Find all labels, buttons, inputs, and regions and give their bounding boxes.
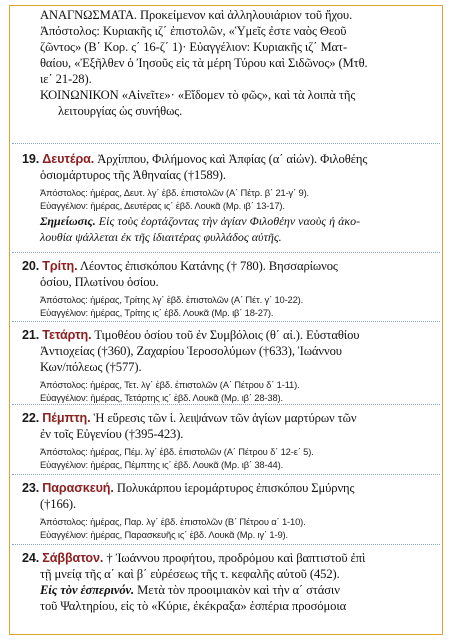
separator [12,544,440,545]
entry-23: 23. Παρασκευή. Πολυκάρπου ἱερομάρτυρος ἐπισκόπου Σμύρνης (†166). Ἀπόστολος: ἡμέρας, Παρ. λγ΄ ἑβδ. ἐπιστολῶν (Β΄ Πέτρου α΄ 1-10). Εὐαγγέλιον: ἡμέρας, Παρασκευῆς ις΄ ἑβδ. Λουκᾶ (Μρ. ιγ΄ 1-9). [22,481,355,540]
separator [12,252,440,253]
separator [12,321,440,322]
separator [12,404,440,405]
entry-21: 21. Τετάρτη. Τιμοθέου ὁσίου τοῦ ἐν Συμβόλοις (θ΄ αἰ.). Εὐσταθίου Ἀντιοχείας (†360), Ζαχαρίου Ἱεροσολύμων (†633), Ἰωάννου Κων/πόλεως (†577). Ἀπόστολος: ἡμέρας, Τετ. λγ΄ ἑβδ. ἐπιστολῶν (Α΄ Πέτρου δ΄ 1-11). Εὐαγγέλιον: ἡμέρας, Τετάρτης ις΄ ἑβδ. Λουκᾶ (Μρ. ιβ΄ 28-38). [22,328,360,403]
readings-line: λειτουργίας ὡς συνήθως. [58,104,183,118]
separator [12,474,440,475]
entry-22: 22. Πέμπτη. Ἡ εὕρεσις τῶν ἱ. λειψάνων τῶν ἁγίων μαρτύρων τῶν ἐν τοῖς Εὐγενίου (†395-423). Ἀπόστολος: ἡμέρας, Πέμ. λγ΄ ἑβδ. ἐπιστολῶν (Α΄ Πέτρου δ΄ 12-ε΄ 5). Εὐαγγέλιον: ἡμέρας, Πέμπτης ις΄ ἑβδ. Λουκᾶ (Μρ. ιβ΄ 38-44). [22,411,357,470]
entry-19: 19. Δευτέρα. Ἀρχίππου, Φιλήμονος καὶ Ἀπφίας (α΄ αἰών). Φιλοθέης ὁσιομάρτυρος τῆς Ἀθηναίας (†1589). Ἀπόστολος: ἡμέρας, Δευτ. λγ΄ ἑβδ. ἐπιστολῶν (Α΄ Πέτρ. β΄ 21-γ΄ 9). Εὐαγγέλιον: ἡμέρας, Δευτέρας ις΄ ἑβδ. Λουκᾶ (Μρ. ιβ΄ 13-17). Σημείωσις. Εἰς τοὺς ἑορτάζοντας τὴν ἁγίαν Φιλοθέην ναοὺς ἡ ἀκο- λουθία ψάλλεται ἐκ τῆς ἰδιαιτέρας φυλλάδος αὐτῆς. [22,152,368,244]
readings-line: Ἀπόστολος: Κυριακῆς ιζ΄ ἐπιστολῶν, «Ὑμεῖς ἐστε ναὸς Θεοῦ [40,24,347,38]
readings-line: ιε΄ 21-28). [40,72,92,86]
readings-line: ζῶντος» (Β΄ Κορ. ς΄ 16-ζ΄ 1)· Εὐαγγέλιον: Κυριακῆς ιζ΄ Ματ- [40,40,348,54]
entry-24: 24. Σάββατον. † Ἰωάννου προφήτου, προδρόμου καὶ βαπτιστοῦ ἐπὶ τῇ μνείᾳ τῆς α΄ καὶ β΄ εὑρέσεως τῆς τ. κεφαλῆς αὐτοῦ (452). Εἰς τὸν ἑσπερινόν. Μετὰ τὸν προοιμιακὸν καὶ τὴν α΄ στάσιν τοῦ Ψαλτηρίου, εἰς τὸ «Κύριε, ἐκέκραξα» ἑσπέρια προσόμοια [22,551,366,613]
entry-20: 20. Τρίτη. Λέοντος ἐπισκόπου Κατάνης († 780). Βησσαρίωνος ὁσίου, Πλωτίνου ὁσίου. Ἀπόστολος: ἡμέρας, Τρίτης λγ΄ ἑβδ. ἐπιστολῶν (Α΄ Πέτ. γ΄ 10-22). Εὐαγγέλιον: ἡμέρας, Τρίτης ις΄ ἑβδ. Λουκᾶ (Μρ. ιβ΄ 18-27). [22,259,338,318]
readings-block [40,7,438,119]
readings-line: ΑΝΑΓΝΩΣΜΑΤΑ. Προκείμενον καὶ ἀλληλουιάριον τοῦ ἤχου. [40,8,353,22]
readings-line: ΚΟΙΝΩΝΙΚΟΝ «Αἰνεῖτε»· «Εἴδομεν τὸ φῶς», καὶ τὰ λοιπὰ τῆς [40,88,356,102]
separator [12,143,440,144]
readings-line: θαίου, «Ἐξῆλθεν ὁ Ἰησοῦς εἰς τὰ μέρη Τύρου καὶ Σιδῶνος» (Μτθ. [40,56,368,70]
